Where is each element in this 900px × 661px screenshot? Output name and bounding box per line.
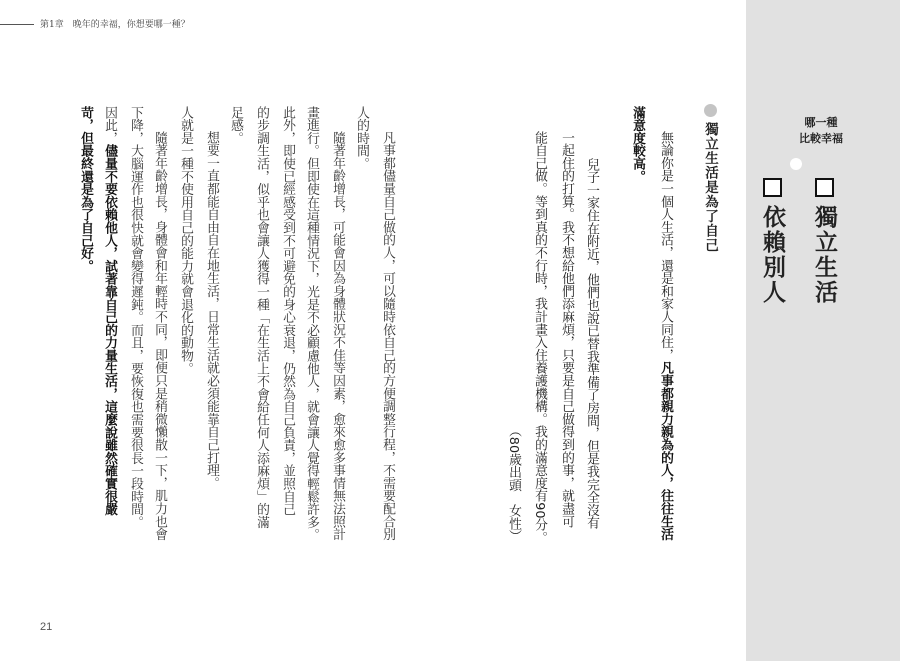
option-dependent	[756, 178, 789, 305]
body-line-11: 下降，大腦運作也很快就會變得遲鈍。而且，要恢復也需要很長一段時間。	[128, 106, 143, 529]
chapter-side-tab	[746, 0, 900, 661]
section-title-text: 獨立生活是為了自己	[702, 122, 718, 253]
quote-line-3: 能自己做。等到真的不行時，我計畫入住養護機構。我的滿意度有90分。	[532, 131, 547, 545]
checkbox-icon	[815, 178, 834, 197]
body-line-13: 苛，但最終還是為了自己好。	[78, 106, 93, 273]
body-line-10: 隨著年齡增長，身體會和年輕時不同，即便只是稍微懶散一下，肌力也會	[152, 131, 167, 541]
body-line-9: 人就是一種不使用自己的能力就會退化的動物。	[178, 106, 193, 375]
body-line-1: 凡事都儘量自己做的人，可以隨時依自己的方便調整行程，不需要配合別	[380, 131, 395, 541]
option-dependent-label: 依賴別人	[759, 205, 785, 305]
body-last-bold-1: 儘量不要依賴他人，試著靠自己的力量生活，這麼說雖然確實很嚴	[102, 144, 117, 516]
option-independent-label: 獨立生活	[811, 205, 837, 305]
body-line-12	[100, 106, 119, 516]
intro-text: 無論你是一個人生活，還是和家人同住，	[658, 131, 673, 362]
quote-signature: （80歲出頭 女性）	[506, 424, 521, 543]
body-line-6: 的步調生活，似乎也會讓人獲得一種「在生活上不會給任何人添麻煩」的滿	[254, 106, 269, 529]
intro-line-1	[656, 131, 675, 541]
bullet-dot-icon	[704, 104, 717, 117]
running-header: 第1章 晚年的幸福，你想要哪一種？	[40, 20, 190, 30]
body-line-3: 隨著年齡增長，可能會因為身體狀況不佳等因素，愈來愈多事情無法照計	[330, 131, 345, 541]
body-line-4: 畫進行。但即使在這種情況下，光是不必顧慮他人，就會讓人覺得輕鬆許多。	[304, 106, 319, 542]
section-title	[700, 104, 720, 253]
body-line-2: 人的時間。	[354, 106, 369, 170]
body-line-8: 想要一直都能自由自在地生活，日常生活就必須能靠自己打理。	[204, 131, 219, 490]
quote-line-1: 兒子一家住在附近，他們也說已替我準備了房間，但是我完全沒有	[584, 158, 599, 530]
page-number-left: 21	[40, 621, 53, 633]
header-rule	[0, 24, 34, 25]
body-line-5: 此外，即使已經感受到不可避免的身心衰退，仍然為自己負責，並照自己	[280, 106, 295, 516]
checkbox-icon	[763, 178, 782, 197]
tab-subtitle	[798, 115, 844, 147]
body-last-lead: 因此，	[102, 106, 117, 145]
intro-line-2: 滿意度較高。	[630, 106, 645, 183]
tab-dot-icon	[790, 158, 802, 170]
tab-subtitle-line-1: 哪一種	[804, 116, 838, 129]
option-independent	[808, 178, 841, 305]
quote-line-2: 一起住的打算。我不想給他們添麻煩，只要是自己做得到的事，就盡可	[559, 131, 574, 528]
intro-text-bold: 凡事都親力親為的人，往往生活	[658, 361, 673, 541]
tab-subtitle-line-2: 比較幸福	[799, 132, 843, 145]
body-line-7: 足感。	[228, 106, 243, 145]
